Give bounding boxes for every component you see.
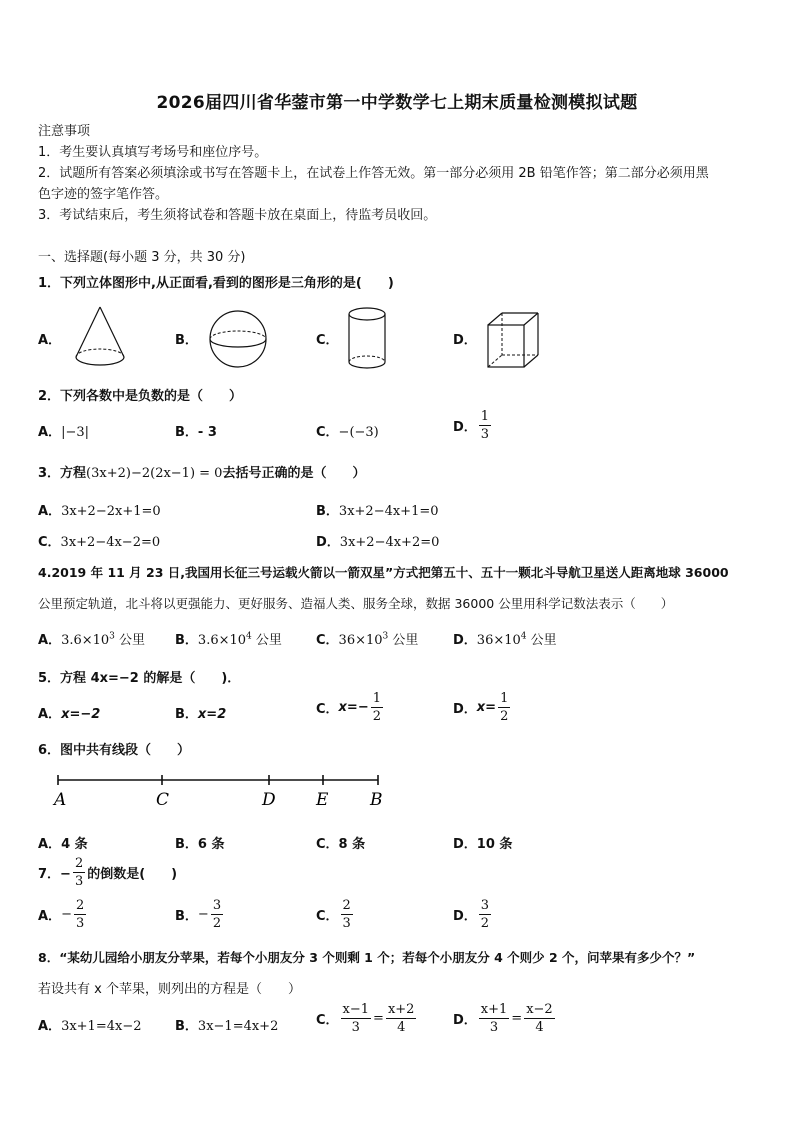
q4-stem-line1: 4.2019 年 11 月 23 日,我国用长征三号运载火箭以一箭双星”方式把第五十、五十一颗北斗导航卫星送人距离地球 36000 (38, 565, 729, 580)
q7-option-a-label: A． (38, 909, 62, 924)
q3-equation: (3x+2)−2(2x−1) = 0 (86, 466, 223, 481)
numerator: 2 (74, 856, 84, 871)
q3-option-b: 3x+2−4x+1=0 (338, 504, 439, 519)
q1-stem: 1．下列立体图形中,从正面看,看到的图形是三角形的是( ) (38, 276, 394, 291)
q8-stem-line1: 8．“某幼儿园给小朋友分苹果，若每个小朋友分 3 个则剩 1 个；若每个小朋友分 4 个则少 2 个，问苹果有多少个？” (38, 950, 696, 965)
denominator: 3 (489, 1020, 499, 1035)
q4-option-d-exp: 4 (520, 631, 527, 642)
q7-stem-fraction (73, 857, 85, 888)
q4-option-c-label: C． (316, 633, 339, 648)
point-label-a: A (54, 790, 67, 810)
q3-option-d-label: D． (316, 535, 340, 550)
denominator: 2 (480, 916, 490, 931)
q2-option-b: - 3 (197, 425, 217, 440)
q4-option-a-base: 3.6×10 (61, 633, 110, 648)
q2-option-d (479, 410, 491, 441)
numerator: 1 (500, 691, 509, 706)
q8-option-b-label: B． (175, 1019, 198, 1034)
q7-option-c-label: C． (316, 909, 339, 924)
q4-option-c-base: 36×10 (338, 633, 383, 648)
numerator: x+1 (480, 1002, 508, 1017)
q4-option-d-label: D． (453, 633, 477, 648)
notice-item-3: 3．考试结束后，考生须将试卷和答题卡放在桌面上，待监考员收回。 (38, 208, 437, 223)
q3-option-a-label: A． (38, 504, 62, 519)
q8-option-a-label: A． (38, 1019, 62, 1034)
q3-option-d: 3x+2−4x+2=0 (339, 535, 440, 550)
q5-option-d-label: D． (453, 702, 477, 717)
q6-option-a: 4 条 (61, 837, 88, 852)
q7-stem-pre: 7．− (38, 867, 71, 882)
denominator: 4 (397, 1020, 406, 1035)
numerator: 3 (480, 898, 490, 913)
q3-option-a: 3x+2−2x+1=0 (61, 504, 161, 519)
q4-option-d-unit: 公里 (530, 633, 557, 648)
q4-option-b-unit: 公里 (255, 633, 282, 648)
q4-stem-line2: 公里预定轨道，北斗将以更强能力、更好服务、造福人类、服务全球，数据 36000 公里用科学记数法表示（ ） (38, 596, 674, 611)
notice-item-1: 1．考生要认真填写考场号和座位序号。 (38, 145, 268, 160)
cylinder-icon (347, 306, 391, 372)
numerator: x−1 (342, 1002, 370, 1017)
cuboid-icon (486, 311, 542, 371)
q1-option-d-label: D． (453, 333, 477, 348)
q5-option-d-fraction (498, 692, 510, 723)
q8-option-d-label: D． (453, 1013, 477, 1028)
q2-option-c: −(−3) (338, 425, 379, 440)
numerator: 2 (342, 898, 351, 913)
q1-option-a-label: A． (38, 333, 62, 348)
q2-stem: 2．下列各数中是负数的是（ ） (38, 389, 243, 404)
point-label-d: D (262, 790, 276, 810)
q8-option-c-label: C． (316, 1013, 339, 1028)
q1-option-b-label: B． (175, 333, 198, 348)
numerator: 3 (212, 898, 222, 913)
point-label-c: C (156, 790, 170, 810)
q4-option-a-exp: 3 (109, 631, 115, 642)
q6-stem: 6．图中共有线段（ ） (38, 743, 191, 758)
q7-option-b-sign: − (197, 907, 209, 922)
equals-sign: = (511, 1011, 523, 1026)
line-segment-figure (50, 772, 390, 812)
q7-stem-post: 的倒数是( ) (87, 867, 178, 882)
q5-option-b-label: B． (175, 707, 198, 722)
denominator: 2 (212, 916, 222, 931)
q8-option-d-right (524, 1003, 555, 1034)
q6-option-c-label: C． (316, 837, 339, 852)
denominator: 3 (480, 427, 490, 442)
section-heading: 一、选择题(每小题 3 分，共 30 分) (38, 250, 246, 265)
q7-option-b-label: B． (175, 909, 198, 924)
q4-option-a-label: A． (38, 633, 62, 648)
q7-option-a-fraction (74, 899, 86, 930)
q2-option-a: |−3| (61, 425, 89, 440)
q5-option-c-fraction (371, 692, 383, 723)
q3-stem-post: 去括号正确的是（ ） (222, 466, 366, 481)
q5-option-c-label: C． (316, 702, 339, 717)
q3-option-c-label: C． (38, 535, 61, 550)
q2-option-c-label: C． (316, 425, 339, 440)
denominator: 4 (535, 1020, 544, 1035)
cone-icon (72, 305, 128, 371)
denominator: 3 (75, 916, 85, 931)
q8-option-d-left (479, 1003, 510, 1034)
point-label-b: B (370, 790, 383, 810)
notice-item-2-cont: 色字迹的签字笔作答。 (38, 187, 169, 202)
q3-option-b-label: B． (316, 504, 339, 519)
q5-option-b: x=2 (197, 707, 227, 722)
q5-option-a-label: A． (38, 707, 62, 722)
q5-option-c-pre: x=− (338, 700, 369, 715)
denominator: 2 (500, 709, 509, 724)
point-label-e: E (316, 790, 329, 810)
q6-option-c: 8 条 (338, 837, 366, 852)
denominator: 3 (74, 874, 84, 889)
q4-option-b-label: B． (175, 633, 198, 648)
denominator: 3 (351, 1020, 360, 1035)
q8-option-b: 3x−1=4x+2 (197, 1019, 279, 1034)
numerator: 1 (480, 409, 490, 424)
q4-option-b-exp: 4 (246, 631, 252, 642)
q3-option-c: 3x+2−4x−2=0 (60, 535, 161, 550)
q4-option-b-base: 3.6×10 (197, 633, 247, 648)
q3-stem-pre: 3．方程 (38, 466, 87, 481)
q6-option-b: 6 条 (197, 837, 225, 852)
q5-stem: 5．方程 4x=−2 的解是（ )． (38, 671, 241, 686)
q4-option-d-base: 36×10 (476, 633, 521, 648)
q5-option-a: x=−2 (61, 707, 101, 722)
equals-sign: = (373, 1011, 384, 1026)
q7-option-d-label: D． (453, 909, 477, 924)
denominator: 2 (372, 709, 381, 724)
q8-option-a: 3x+1=4x−2 (61, 1019, 142, 1034)
q6-option-a-label: A． (38, 837, 62, 852)
q2-option-b-label: B． (175, 425, 198, 440)
q7-option-d-fraction (479, 899, 491, 930)
q2-option-a-label: A． (38, 425, 62, 440)
notice-item-2: 2．试题所有答案必须填涂或书写在答题卡上，在试卷上作答无效。第一部分必须用 2B 铅笔作答；第二部分必须用黑 (38, 166, 709, 181)
numerator: 2 (75, 898, 85, 913)
notice-heading: 注意事项 (38, 124, 91, 139)
q6-option-d-label: D． (453, 837, 477, 852)
q8-option-c-right (386, 1003, 417, 1034)
q2-option-d-label: D． (453, 420, 477, 435)
q6-option-b-label: B． (175, 837, 198, 852)
q5-option-d-pre: x= (476, 700, 497, 715)
page-title: 2026届四川省华蓥市第一中学数学七上期末质量检测模拟试题 (156, 93, 638, 113)
q7-option-b-fraction (211, 899, 223, 930)
numerator: 1 (372, 691, 381, 706)
q4-option-c-exp: 3 (382, 631, 389, 642)
numerator: x−2 (526, 1002, 553, 1017)
q1-option-c-label: C． (316, 333, 339, 348)
denominator: 3 (342, 916, 351, 931)
q4-option-a-unit: 公里 (119, 633, 146, 648)
q7-option-c-fraction (341, 899, 353, 930)
q4-option-c-unit: 公里 (392, 633, 419, 648)
numerator: x+2 (387, 1002, 415, 1017)
q6-option-d: 10 条 (476, 837, 513, 852)
q8-option-c-left (341, 1003, 372, 1034)
sphere-icon (208, 309, 268, 369)
q8-stem-line2: 若设共有 x 个苹果，则列出的方程是（ ） (38, 982, 301, 997)
q7-option-a-sign: − (61, 907, 72, 922)
